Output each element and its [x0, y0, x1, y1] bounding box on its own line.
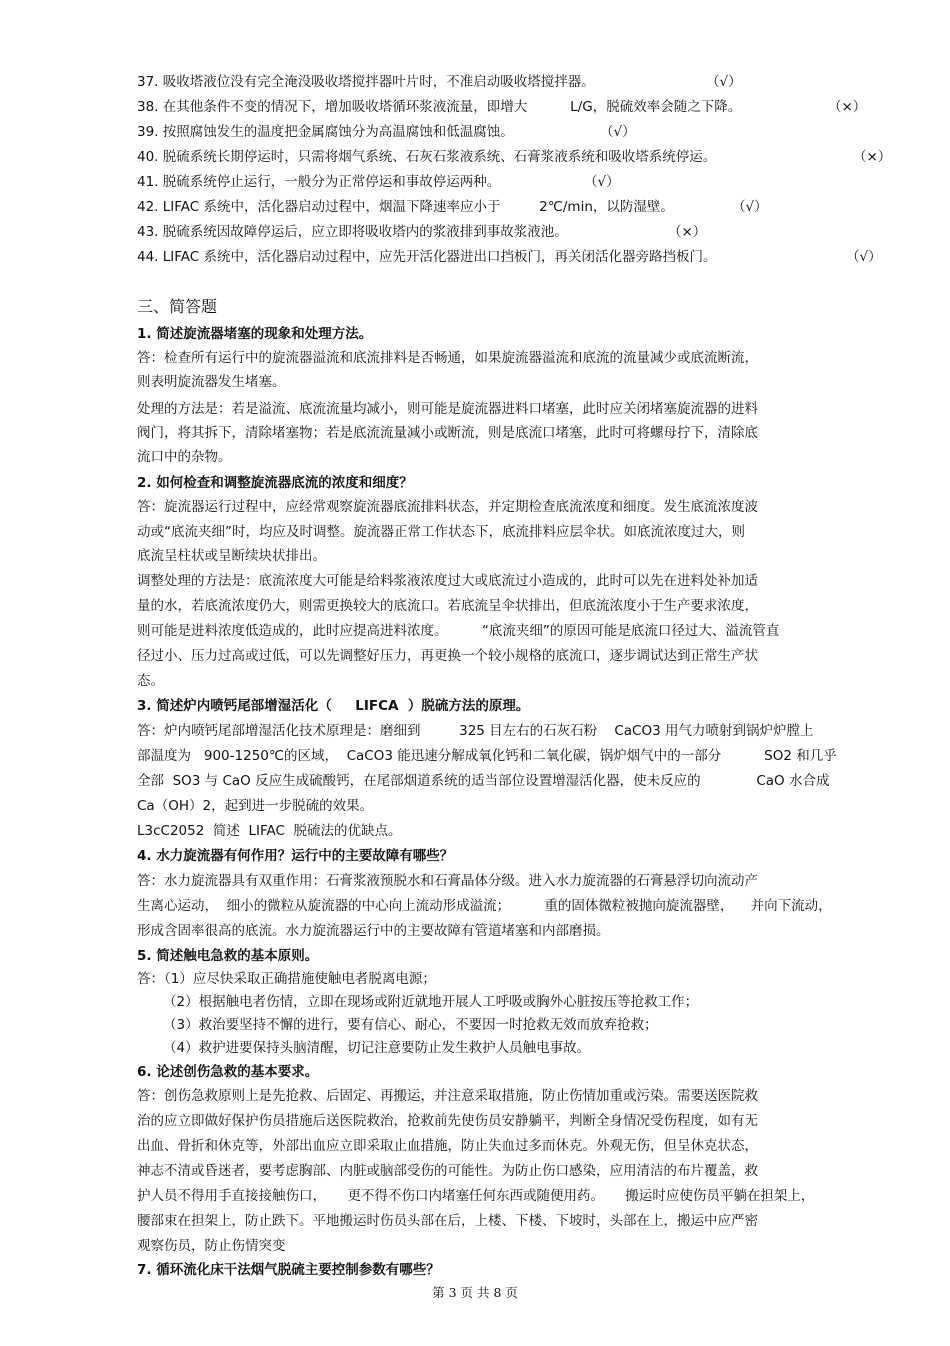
question-3: 3. 简述炉内喷钙尾部增湿活化（ LIFCA ）脱硫方法的原理。: [137, 698, 530, 714]
answer-line: 护人员不得用手直接接触伤口， 更不得不伤口内堵塞任何东西或随便用药。 搬运时应使伤员平躺在担架上，: [137, 1188, 815, 1204]
answer-line: Ca（OH）2，起到进一步脱硫的效果。: [137, 798, 374, 814]
answer-line: 神志不清或昏迷者，要考虑胸部、内脏或脑部受伤的可能性。为防止伤口感染，应用清洁的布片覆盖，救: [137, 1163, 758, 1179]
answer-line: 答：创伤急救原则上是先抢救、后固定、再搬运，并注意采取措施，防止伤情加重或污染。需要送医院救: [137, 1088, 758, 1104]
answer-line: 答：检查所有运行中的旋流器溢流和底流排料是否畅通，如果旋流器溢流和底流的流量减少或底流断流，: [137, 350, 758, 366]
answer-line: L3cC2052 简述 LIFAC 脱硫法的优缺点。: [137, 823, 402, 839]
answer-line: 出血、骨折和休克等，外部出血应立即采取止血措施，防止失血过多而休克。外观无伤，但呈休克状态，: [137, 1138, 758, 1154]
answer-line: （4）救护进要保持头脑清醒，切记注意要防止发生救护人员触电事故。: [163, 1040, 591, 1056]
answer-line: 答：炉内喷钙尾部增湿活化技术原理是：磨细到 325 目左右的石灰石粉 CaCO3 用气力喷射到锅炉炉膛上: [137, 723, 814, 739]
question-6: 6. 论述创伤急救的基本要求。: [137, 1064, 319, 1080]
page-footer: 第 3 页 共 8 页: [432, 1285, 518, 1300]
answer-line: 流口中的杂物。: [137, 449, 232, 465]
tf-mark-42: （√）: [732, 199, 768, 215]
tf-item-41: 41. 脱硫系统停止运行，一般分为正常停运和事故停运两种。: [137, 174, 501, 190]
answer-line: 径过小、压力过高或过低，可以先调整好压力，再更换一个较小规格的底流口，逐步调试达到正常生产状: [137, 648, 758, 664]
tf-item-43: 43. 脱硫系统因故障停运后，应立即将吸收塔内的浆液排到事故浆液池。: [137, 224, 568, 240]
tf-item-37: 37. 吸收塔液位没有完全淹没吸收塔搅拌器叶片时，不准启动吸收塔搅拌器。: [137, 74, 595, 90]
question-2: 2. 如何检查和调整旋流器底流的浓度和细度？: [137, 475, 413, 491]
answer-line: 处理的方法是：若是溢流、底流流量均减小，则可能是旋流器进料口堵塞，此时应关闭堵塞旋流器的进料: [137, 401, 758, 417]
tf-mark-38: （×）: [828, 99, 867, 115]
answer-line: 阀门，将其拆下，清除堵塞物；若是底流流量减小或断流，则是底流口堵塞，此时可将螺母拧下，清除底: [137, 425, 758, 441]
answer-line: 部温度为 900-1250℃的区域， CaCO3 能迅速分解成氧化钙和二氧化碳，锅炉烟气中的一部分 SO2 和几乎: [137, 748, 837, 764]
answer-line: 动或“底流夹细”时，均应及时调整。旋流器正常工作状态下，底流排料应层伞状。如底流浓度过大，则: [137, 524, 745, 540]
answer-line: （3）救治要坚持不懈的进行，要有信心、耐心，不要因一时抢救无效而放弃抢救；: [163, 1017, 658, 1033]
answer-line: 生离心运动， 细小的微粒从旋流器的中心向上流动形成溢流； 重的固体微粒被抛向旋流器壁， 并向下流动，: [137, 898, 832, 914]
answer-line: 答：水力旋流器具有双重作用：石膏浆液预脱水和石膏晶体分级。进入水力旋流器的石膏悬浮切向流动产: [137, 873, 758, 889]
tf-mark-43: （×）: [668, 224, 707, 240]
tf-mark-39: （√）: [600, 124, 636, 140]
answer-line: 形成含固率很高的底流。水力旋流器运行中的主要故障有管道堵塞和内部磨损。: [137, 923, 610, 939]
answer-line: 底流呈柱状或呈断续块状排出。: [137, 548, 326, 564]
tf-mark-44: （√）: [846, 249, 882, 265]
section-title: 三、简答题: [137, 297, 218, 316]
tf-mark-37: （√）: [706, 74, 742, 90]
tf-mark-41: （√）: [584, 174, 620, 190]
answer-line: 则可能是进料浓度低造成的，此时应提高进料浓度。 “底流夹细”的原因可能是底流口径过大、溢流管直: [137, 623, 780, 639]
answer-line: 答：旋流器运行过程中，应经常观察旋流器底流排料状态，并定期检查底流浓度和细度。发生底流浓度波: [137, 499, 758, 515]
question-7: 7. 循环流化床干法烟气脱硫主要控制参数有哪些？: [137, 1262, 440, 1278]
answer-line: 答：（1）应尽快采取正确措施使触电者脱离电源；: [137, 971, 436, 987]
tf-item-40: 40. 脱硫系统长期停运时，只需将烟气系统、石灰石浆液系统、石膏浆液系统和吸收塔系统停运。: [137, 149, 717, 165]
answer-line: 则表明旋流器发生堵塞。: [137, 374, 286, 390]
answer-line: 量的水，若底流浓度仍大，则需更换较大的底流口。若底流呈伞状排出，但底流浓度小于生产要求浓度，: [137, 598, 758, 614]
tf-item-38: 38. 在其他条件不变的情况下，增加吸收塔循环浆液流量，即增大 L/G，脱硫效率会随之下降。: [137, 99, 742, 115]
question-5: 5. 简述触电急救的基本原则。: [137, 948, 319, 964]
answer-line: 调整处理的方法是：底流浓度大可能是给料浆液浓度过大或底流过小造成的，此时可以先在进料处补加适: [137, 573, 758, 589]
answer-line: 治的应立即做好保护伤员措施后送医院救治，抢救前先使伤员安静躺平，判断全身情况受伤程度，如有无: [137, 1113, 758, 1129]
tf-mark-40: （×）: [853, 149, 892, 165]
question-4: 4. 水力旋流器有何作用？运行中的主要故障有哪些？: [137, 848, 454, 864]
question-1: 1. 简述旋流器堵塞的现象和处理方法。: [137, 326, 373, 342]
answer-line: 全部 SO3 与 CaO 反应生成硫酸钙，在尾部烟道系统的适当部位设置增湿活化器，使未反应的 CaO 水合成: [137, 773, 830, 789]
tf-item-42: 42. LIFAC 系统中，活化器启动过程中，烟温下降速率应小于 2℃/min，以防湿壁。: [137, 199, 674, 215]
answer-line: 观察伤员，防止伤情突变: [137, 1238, 286, 1254]
answer-line: （2）根据触电者伤情，立即在现场或附近就地开展人工呼吸或胸外心脏按压等抢救工作；: [163, 994, 699, 1010]
tf-item-39: 39. 按照腐蚀发生的温度把金属腐蚀分为高温腐蚀和低温腐蚀。: [137, 124, 514, 140]
answer-line: 腰部束在担架上，防止跌下。平地搬运时伤员头部在后，上楼、下楼、下坡时，头部在上，搬运中应严密: [137, 1213, 758, 1229]
answer-line: 态。: [137, 673, 164, 689]
tf-item-44: 44. LIFAC 系统中，活化器启动过程中，应先开活化器进出口挡板门，再关闭活化器旁路挡板门。: [137, 249, 717, 265]
